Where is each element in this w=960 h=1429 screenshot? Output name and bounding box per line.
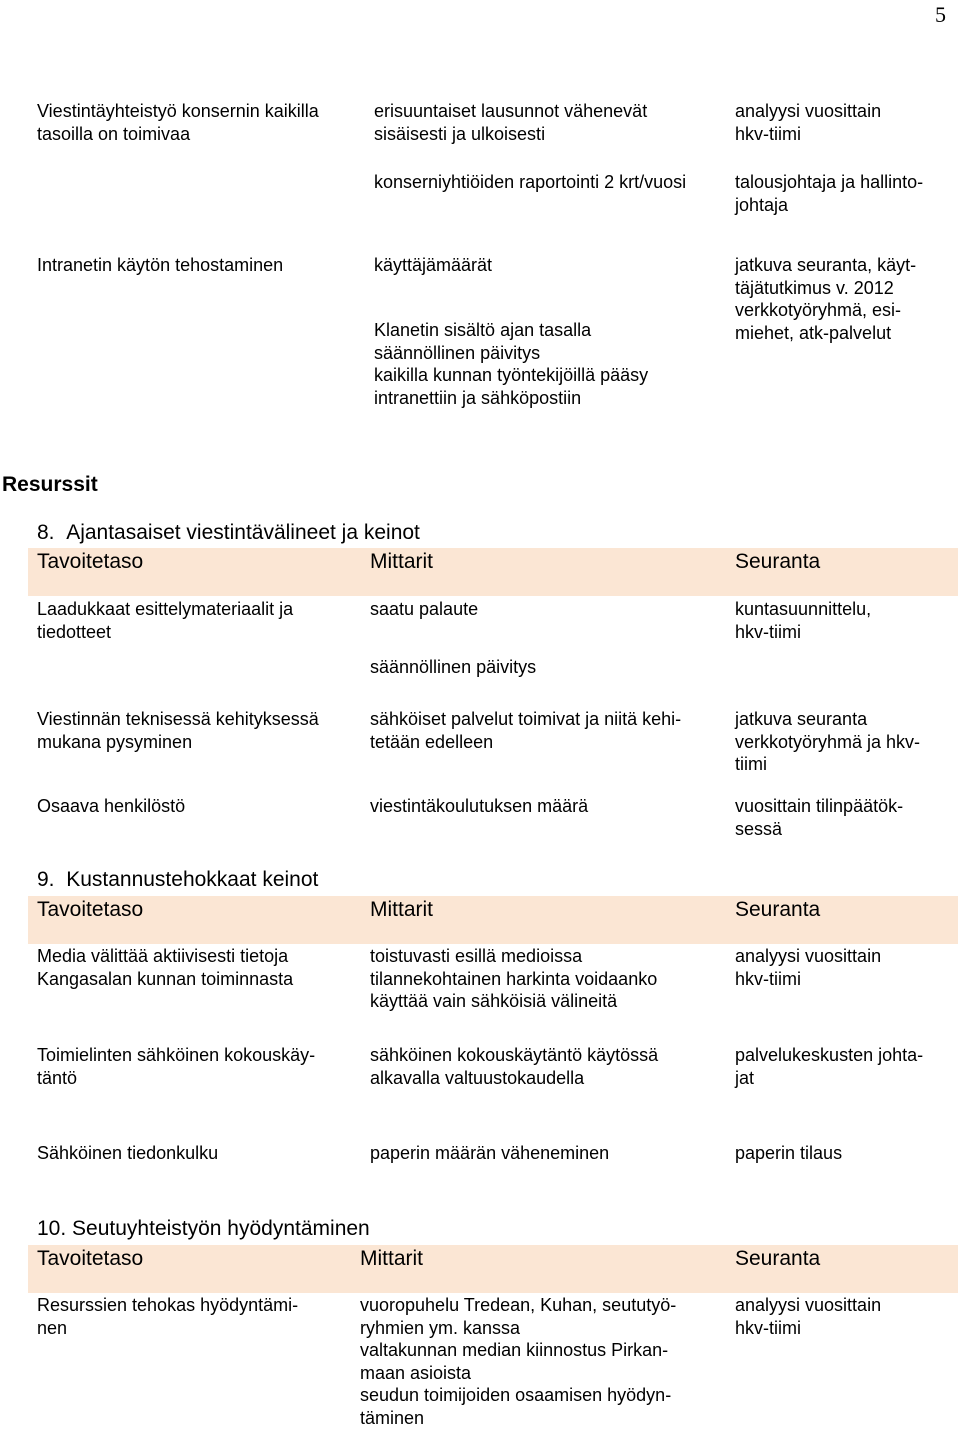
s9-row1-metric <box>370 945 657 1013</box>
text-line: hkv-tiimi <box>735 968 881 991</box>
text-line: täjätutkimus v. 2012 <box>735 277 916 300</box>
text-line: vuosittain tilinpäätök- <box>735 795 903 818</box>
text-line: Viestintäyhteistyö konsernin kaikilla <box>37 100 319 123</box>
s8-row1-metric <box>370 598 478 621</box>
text-line: sähköinen kokouskäytäntö käytössä <box>370 1044 658 1067</box>
section-10-header-followup: Seuranta <box>735 1246 820 1272</box>
section-9-header-goal: Tavoitetaso <box>37 897 143 923</box>
text-line: täminen <box>360 1407 676 1429</box>
text-line: sähköiset palvelut toimivat ja niitä kehi- <box>370 708 681 731</box>
s9-row3-followup <box>735 1142 842 1165</box>
text-line: tiedotteet <box>37 621 293 644</box>
text-line: valtakunnan median kiinnostus Pirkan- <box>360 1339 676 1362</box>
text-line: paperin tilaus <box>735 1142 842 1165</box>
text-line: nen <box>37 1317 298 1340</box>
text-line: jatkuva seuranta, käyt- <box>735 254 916 277</box>
s9-row3-goal <box>37 1142 218 1165</box>
text-line: kaikilla kunnan työntekijöillä pääsy <box>374 364 648 387</box>
text-line: ryhmien ym. kanssa <box>360 1317 676 1340</box>
text-line: säännöllinen päivitys <box>374 342 648 365</box>
text-line: maan asioista <box>360 1362 676 1385</box>
s8-row4-goal <box>37 795 185 818</box>
section-title: Ajantasaiset viestintävälineet ja keinot <box>66 521 420 544</box>
s9-row1-followup <box>735 945 881 990</box>
s8-row3-goal <box>37 708 319 753</box>
s8-row3-metric <box>370 708 681 753</box>
text-line: johtaja <box>735 194 923 217</box>
text-line: tilannekohtainen harkinta voidaanko <box>370 968 657 991</box>
s9-row2-goal <box>37 1044 315 1089</box>
section-10-heading <box>37 1216 370 1242</box>
top-row1-goal <box>37 100 319 145</box>
text-line: Osaava henkilöstö <box>37 795 185 818</box>
section-title: Seutuyhteistyön hyödyntäminen <box>72 1217 370 1240</box>
top-row1-followup <box>735 100 881 145</box>
section-8-header-metrics: Mittarit <box>370 549 433 575</box>
text-line: hkv-tiimi <box>735 1317 881 1340</box>
text-line: viestintäkoulutuksen määrä <box>370 795 588 818</box>
text-line: käyttää vain sähköisiä välineitä <box>370 990 657 1013</box>
s10-row1-followup <box>735 1294 881 1339</box>
section-title: Kustannustehokkaat keinot <box>66 868 318 891</box>
text-line: Klanetin sisältö ajan tasalla <box>374 319 648 342</box>
text-line: paperin määrän väheneminen <box>370 1142 609 1165</box>
section-10-header-metrics: Mittarit <box>360 1246 423 1272</box>
section-9-header-followup: Seuranta <box>735 897 820 923</box>
text-line: alkavalla valtuustokaudella <box>370 1067 658 1090</box>
text-line: jatkuva seuranta <box>735 708 920 731</box>
s9-row2-metric <box>370 1044 658 1089</box>
page-number: 5 <box>935 2 946 28</box>
text-line: täntö <box>37 1067 315 1090</box>
text-line: Resurssien tehokas hyödyntämi- <box>37 1294 298 1317</box>
text-line: analyysi vuosittain <box>735 945 881 968</box>
s9-row2-followup <box>735 1044 923 1089</box>
text-line: toistuvasti esillä medioissa <box>370 945 657 968</box>
top-row3-goal <box>37 254 283 277</box>
s8-row4-followup <box>735 795 903 840</box>
text-line: tetään edelleen <box>370 731 681 754</box>
s9-row1-goal <box>37 945 293 990</box>
text-line: seudun toimijoiden osaamisen hyödyn- <box>360 1384 676 1407</box>
section-number: 9. <box>37 868 55 891</box>
text-line: mukana pysyminen <box>37 731 319 754</box>
text-line: Viestinnän teknisessä kehityksessä <box>37 708 319 731</box>
text-line: Toimielinten sähköinen kokouskäy- <box>37 1044 315 1067</box>
text-line: Kangasalan kunnan toiminnasta <box>37 968 293 991</box>
text-line: sisäisesti ja ulkoisesti <box>374 123 647 146</box>
top-row3-followup <box>735 254 916 344</box>
text-line: intranettiin ja sähköpostiin <box>374 387 648 410</box>
text-line: jat <box>735 1067 923 1090</box>
text-line: hkv-tiimi <box>735 621 871 644</box>
text-line: konserniyhtiöiden raportointi 2 krt/vuosi <box>374 171 686 194</box>
top-row2-followup <box>735 171 923 216</box>
text-line: erisuuntaiset lausunnot vähenevät <box>374 100 647 123</box>
s9-row3-metric <box>370 1142 609 1165</box>
s8-row4-metric <box>370 795 588 818</box>
s8-row2-metric <box>370 656 536 679</box>
section-10-header-goal: Tavoitetaso <box>37 1246 143 1272</box>
text-line: käyttäjämäärät <box>374 254 492 277</box>
text-line: Sähköinen tiedonkulku <box>37 1142 218 1165</box>
text-line: verkkotyöryhmä ja hkv- <box>735 731 920 754</box>
s8-row3-followup <box>735 708 920 776</box>
top-row1-metric <box>374 100 647 145</box>
section-8-heading <box>37 520 420 546</box>
text-line: Media välittää aktiivisesti tietoja <box>37 945 293 968</box>
text-line: saatu palaute <box>370 598 478 621</box>
text-line: verkkotyöryhmä, esi- <box>735 299 916 322</box>
text-line: hkv-tiimi <box>735 123 881 146</box>
text-line: palvelukeskusten johta- <box>735 1044 923 1067</box>
text-line: analyysi vuosittain <box>735 100 881 123</box>
text-line: Laadukkaat esittelymateriaalit ja <box>37 598 293 621</box>
s8-row1-followup <box>735 598 871 643</box>
text-line: analyysi vuosittain <box>735 1294 881 1317</box>
text-line: tasoilla on toimivaa <box>37 123 319 146</box>
text-line: kuntasuunnittelu, <box>735 598 871 621</box>
section-9-heading <box>37 867 318 893</box>
text-line: sessä <box>735 818 903 841</box>
top-row2-metric <box>374 171 686 194</box>
resources-heading: Resurssit <box>2 472 98 498</box>
text-line: vuoropuhelu Tredean, Kuhan, seututyö- <box>360 1294 676 1317</box>
s10-row1-metric <box>360 1294 676 1429</box>
section-8-header-goal: Tavoitetaso <box>37 549 143 575</box>
text-line: säännöllinen päivitys <box>370 656 536 679</box>
top-row3-metric-b <box>374 319 648 409</box>
text-line: tiimi <box>735 753 920 776</box>
section-number: 8. <box>37 521 55 544</box>
text-line: miehet, atk-palvelut <box>735 322 916 345</box>
text-line: talousjohtaja ja hallinto- <box>735 171 923 194</box>
section-9-header-metrics: Mittarit <box>370 897 433 923</box>
top-row3-metric-a <box>374 254 492 277</box>
s8-row1-goal <box>37 598 293 643</box>
text-line: Intranetin käytön tehostaminen <box>37 254 283 277</box>
section-number: 10. <box>37 1217 66 1240</box>
s10-row1-goal <box>37 1294 298 1339</box>
section-8-header-followup: Seuranta <box>735 549 820 575</box>
